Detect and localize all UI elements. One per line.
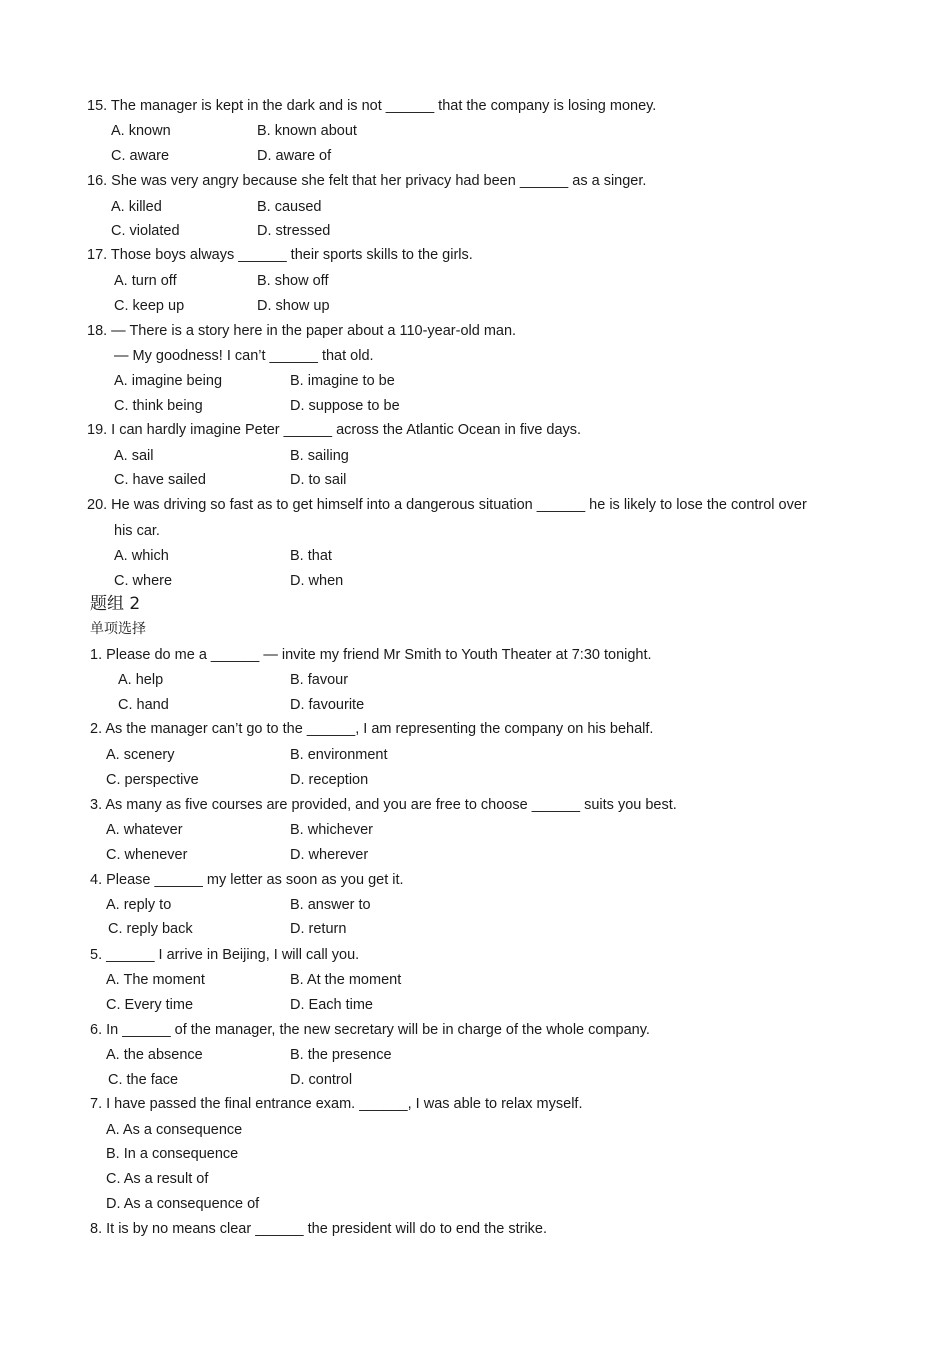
question-6-stem: 6. In ______ of the manager, the new secretary will be in charge of the whole company. <box>90 1022 650 1038</box>
question-15-option-d: D. aware of <box>257 148 332 164</box>
question-1-option-c: C. hand <box>118 697 169 713</box>
question-1-stem: 1. Please do me a ______ — invite my friend Mr Smith to Youth Theater at 7:30 tonight. <box>90 647 652 663</box>
question-18-option-b: B. imagine to be <box>290 373 395 389</box>
question-18-option-c: C. think being <box>114 398 203 414</box>
question-18-stem-reply: — My goodness! I can’t ______ that old. <box>114 348 374 364</box>
question-3-stem: 3. As many as five courses are provided, and you are free to choose ______ suits you best. <box>90 797 677 813</box>
question-17-option-c: C. keep up <box>114 298 185 314</box>
question-15-option-c: C. aware <box>111 148 170 164</box>
question-19-option-d: D. to sail <box>290 472 347 488</box>
question-1-option-a: A. help <box>118 672 164 688</box>
question-8-stem: 8. It is by no means clear ______ the president will do to end the strike. <box>90 1221 548 1237</box>
question-16-option-c: C. violated <box>111 223 180 239</box>
question-2-option-c: C. perspective <box>106 772 199 788</box>
question-19-stem: 19. I can hardly imagine Peter ______ across the Atlantic Ocean in five days. <box>87 422 582 438</box>
question-6-option-c: C. the face <box>108 1072 179 1088</box>
question-7-option-a: A. As a consequence <box>106 1122 243 1138</box>
question-19-option-c: C. have sailed <box>114 472 206 488</box>
question-15-stem: 15. The manager is kept in the dark and is not ______ that the company is losing money. <box>87 98 657 114</box>
question-19-option-a: A. sail <box>114 448 154 464</box>
question-4-option-d: D. return <box>290 921 347 937</box>
question-5-option-d: D. Each time <box>290 997 373 1013</box>
question-1-option-b: B. favour <box>290 672 349 688</box>
question-7-stem: 7. I have passed the final entrance exam. ______, I was able to relax myself. <box>90 1096 583 1112</box>
question-20-option-b: B. that <box>290 548 332 564</box>
question-6-option-a: A. the absence <box>106 1047 203 1063</box>
question-16-stem: 16. She was very angry because she felt that her privacy had been ______ as a singer. <box>87 173 647 189</box>
question-4-stem: 4. Please ______ my letter as soon as you get it. <box>90 872 404 888</box>
question-4-option-c: C. reply back <box>108 921 193 937</box>
question-3-option-c: C. whenever <box>106 847 188 863</box>
question-7-option-c: C. As a result of <box>106 1171 209 1187</box>
question-3-option-b: B. whichever <box>290 822 374 838</box>
question-1-option-d: D. favourite <box>290 697 365 713</box>
question-16-option-d: D. stressed <box>257 223 331 239</box>
question-20-stem: 20. He was driving so fast as to get himself into a dangerous situation ______ he is likely to lose the control over <box>87 497 807 513</box>
question-16-option-b: B. caused <box>257 199 322 215</box>
question-5-option-a: A. The moment <box>106 972 205 988</box>
question-7-option-b: B. In a consequence <box>106 1146 239 1162</box>
section-subtitle: 单项选择 <box>90 621 146 637</box>
question-4-option-a: A. reply to <box>106 897 172 913</box>
question-2-option-a: A. scenery <box>106 747 175 763</box>
question-20-option-a: A. which <box>114 548 169 564</box>
question-5-option-b: B. At the moment <box>290 972 402 988</box>
question-5-option-c: C. Every time <box>106 997 194 1013</box>
question-3-option-a: A. whatever <box>106 822 183 838</box>
question-18-option-a: A. imagine being <box>114 373 223 389</box>
question-3-option-d: D. wherever <box>290 847 369 863</box>
question-15-option-b: B. known about <box>257 123 357 139</box>
question-20-option-c: C. where <box>114 573 173 589</box>
question-5-stem: 5. ______ I arrive in Beijing, I will call you. <box>90 947 360 963</box>
question-2-stem: 2. As the manager can’t go to the ______, I am representing the company on his behalf. <box>90 721 654 737</box>
question-17-option-a: A. turn off <box>114 273 177 289</box>
question-17-option-b: B. show off <box>257 273 329 289</box>
question-6-option-d: D. control <box>290 1072 353 1088</box>
question-18-stem: 18. — There is a story here in the paper about a 110-year-old man. <box>87 323 517 339</box>
question-2-option-b: B. environment <box>290 747 388 763</box>
question-18-option-d: D. suppose to be <box>290 398 400 414</box>
question-7-option-d: D. As a consequence of <box>106 1196 260 1212</box>
question-20-option-d: D. when <box>290 573 344 589</box>
group-2-title: 题组 2 <box>90 594 141 614</box>
question-17-stem: 17. Those boys always ______ their sports skills to the girls. <box>87 247 473 263</box>
question-19-option-b: B. sailing <box>290 448 349 464</box>
question-2-option-d: D. reception <box>290 772 369 788</box>
question-15-option-a: A. known <box>111 123 171 139</box>
question-6-option-b: B. the presence <box>290 1047 392 1063</box>
question-16-option-a: A. killed <box>111 199 162 215</box>
question-20-stem-continued: his car. <box>114 523 160 539</box>
question-4-option-b: B. answer to <box>290 897 371 913</box>
question-17-option-d: D. show up <box>257 298 330 314</box>
